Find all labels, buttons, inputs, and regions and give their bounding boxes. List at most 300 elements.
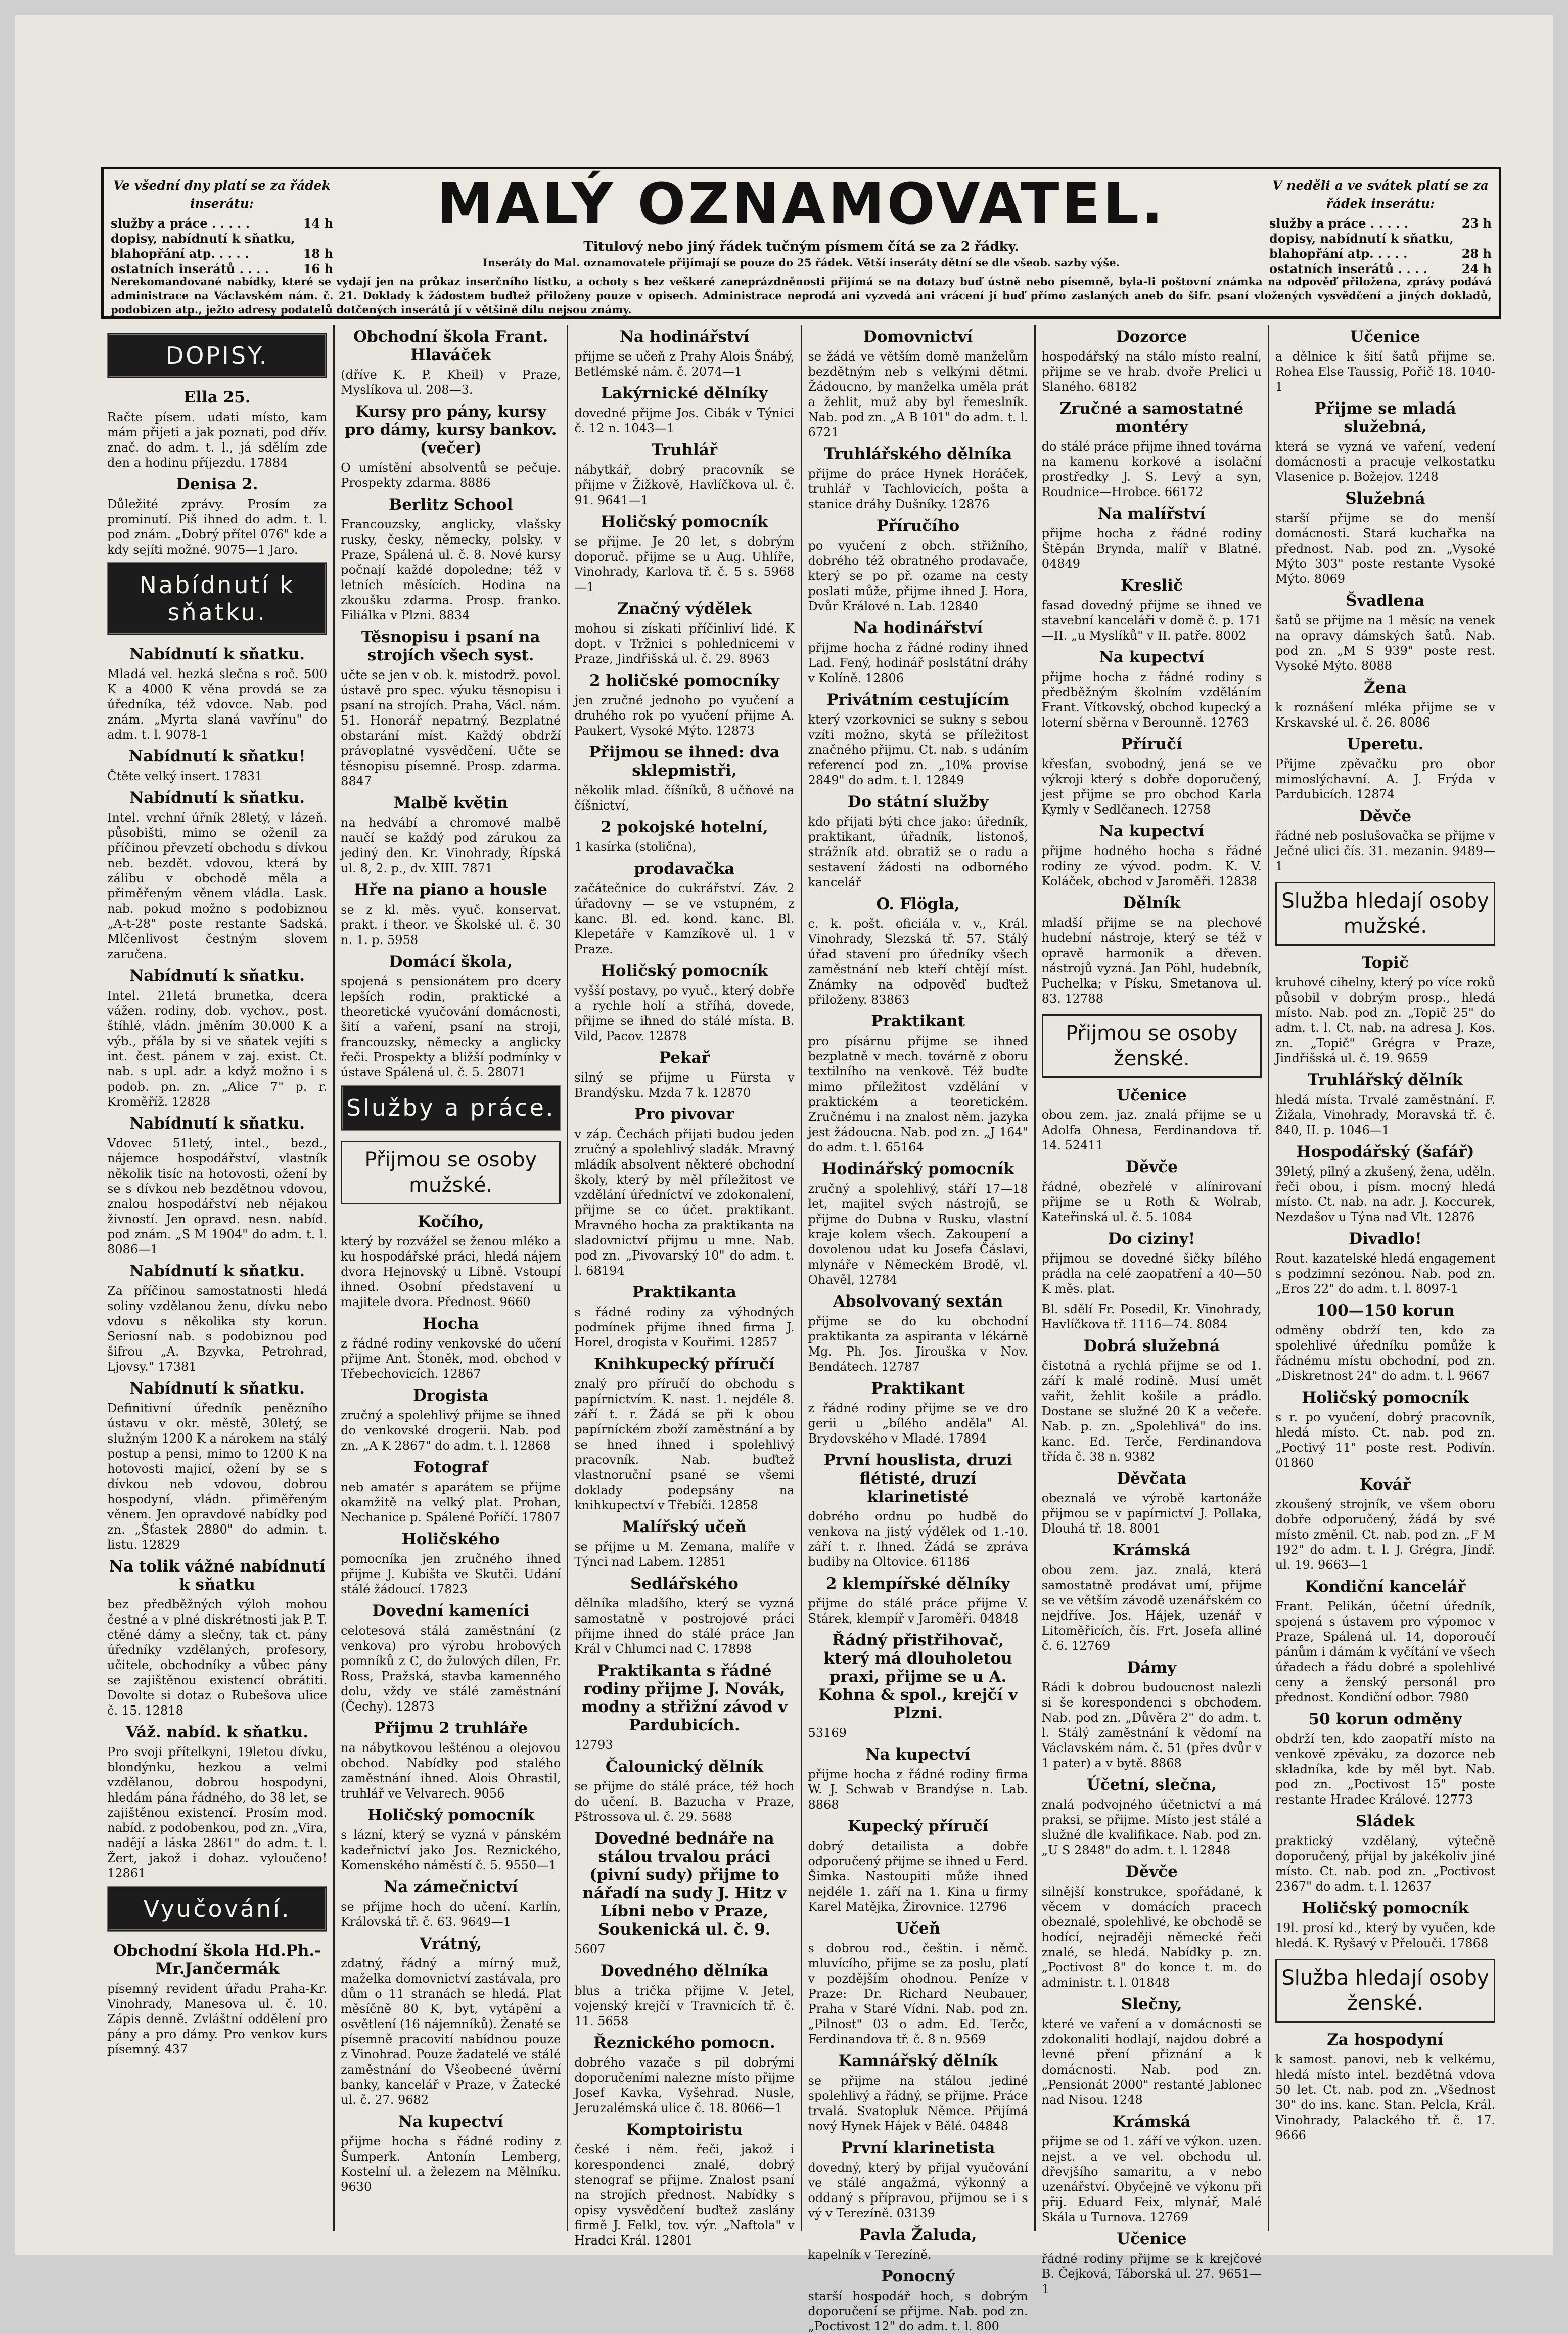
classified-ad	[1042, 505, 1262, 571]
classified-ad	[1042, 894, 1262, 1006]
ad-text: Francouzsky, anglicky, vlašsky rusky, česky, německy, polsky. v Praze, Spálená ul. č. 8. Nové kursy počnají každé dopoledne; též v letních měsících. Hodina na zkoušku zdarma. Prosp. franko. Filiálka v Plzni. 8834	[341, 517, 561, 622]
ad-heading: Ponocný	[881, 2267, 955, 2285]
ad-heading: Praktikanta	[632, 1283, 736, 1301]
classified-ad	[808, 619, 1028, 686]
classified-ad	[574, 1105, 794, 1278]
classified-ad	[574, 328, 794, 379]
category-heading: Přijmou se osoby ženské.	[1042, 1014, 1262, 1078]
category-heading: Přijmou se osoby mužské.	[341, 1141, 561, 1204]
ad-text: hledá místa. Trvalé zaměstnání. F. Žižala, Vinohrady, Moravská tř. č. 840, II. p. 1046—1	[1275, 1093, 1496, 1137]
classified-ad	[808, 445, 1028, 512]
classified-ad	[1275, 328, 1495, 394]
ad-text: mohou si získati příčinliví lidé. K dopt. v Tržnici s pohlednicemi v Praze, Jindřišská ul. č. 29. 8963	[574, 621, 795, 666]
classified-ad	[574, 1829, 794, 1957]
ad-text: blus a trička přijme V. Jetel, vojenský krejčí v Travnicích tř. č. 11. 5658	[574, 1984, 795, 2028]
classified-ad	[1042, 1863, 1262, 1990]
ad-text: k roznášení mléka přijme se v Krskavské ul. č. 26. 8086	[1275, 700, 1496, 730]
ad-heading: Drogista	[413, 1386, 489, 1405]
ad-text: (dříve K. P. Kheil) v Praze, Myslíkova ul. 208—3.	[341, 368, 561, 397]
ad-heading: Lakýrnické dělníky	[601, 384, 768, 402]
classified-ad	[808, 1631, 1028, 1740]
ad-heading: Děvče	[1125, 1863, 1178, 1881]
ad-heading: Komptoiristu	[626, 2121, 743, 2139]
ad-heading: Domácí škola,	[389, 953, 513, 971]
ad-heading: Holičský pomocník	[601, 962, 768, 980]
ad-text: obeznalá ve výrobě kartonáže přijmou se v papírnictví J. Pollaka, Dlouhá tř. 18. 8001	[1041, 1491, 1262, 1536]
ad-text: Rout. kazatelské hledá engagement s podzimní sezónou. Nab. pod zn. „Eros 22" do adm. t. l. 8097-1	[1275, 1251, 1496, 1296]
classified-ad	[341, 1213, 561, 1310]
ad-text: na hedvábí a chromové malbě naučí se každý pod zárukou za jediný den. Kr. Vinohrady, Řípská ul. 8, 2. p., dv. XIII. 7871	[341, 816, 561, 875]
ad-heading: Váž. nabíd. k sňatku.	[125, 1723, 309, 1741]
ad-heading: Na hodinářství	[853, 619, 983, 637]
ad-heading: Dobrá služebná	[1083, 1337, 1220, 1355]
classified-ad	[1042, 576, 1262, 643]
ad-text: do stálé práce přijme ihned továrna na kamenu korkové a isolační prostředky J. S. Levý a syn, Roudnice—Hrobce. 66172	[1041, 439, 1262, 499]
classified-ad	[341, 1602, 561, 1714]
category-heading: Služba hledají osoby ženské.	[1275, 1959, 1495, 2023]
ad-heading: Na kupectví	[398, 2113, 503, 2131]
holiday-rate-row	[1269, 231, 1492, 246]
classified-ad	[341, 953, 561, 1080]
holiday-rate-row	[1269, 246, 1492, 261]
ad-heading: Kamnářský dělník	[838, 2052, 998, 2070]
ad-heading: Holičského	[401, 1530, 500, 1548]
ad-text: se přijme. Je 20 let, s dobrým doporuč. přijme se u Aug. Uhlíře, Vinohrady, Karlova tř. č. 5 s. 5968—1	[574, 534, 795, 594]
classified-ad	[574, 1962, 794, 2029]
ad-text: křesťan, svobodný, jená se ve výkroji který s dobře doporučený, jest přijme se pro obchod Karla Kymly v Sedlčanech. 12758	[1041, 757, 1262, 817]
ad-text: učte se jen v ob. k. mistodrž. povol. ústavě pro spec. výuku těsnopisu i psaní na strojích. Praha, Václ. nám. 51. Honorář nepatrný. Bezplatné obstarání míst. Každý obdrží právoplatné vysvědčení. Učte se těsnopisu písemně. Prosp. zdarma. 8847	[341, 668, 561, 788]
classified-ad	[1042, 1658, 1262, 1771]
ad-heading: Nabídnutí k sňatku.	[129, 789, 305, 807]
ad-text: zručný a spolehlivý přijme se ihned do venkovské drogerii. Nab. pod zn. „A K 2867" do adm. t. l. 12868	[341, 1408, 561, 1453]
classified-ad	[341, 1935, 561, 2107]
holiday-rates	[1269, 176, 1492, 277]
classified-ad	[1042, 648, 1262, 730]
ad-heading: Příručího	[877, 517, 960, 535]
classified-ad	[1275, 1899, 1495, 1951]
classified-ad	[341, 1806, 561, 1873]
ad-heading: Kovář	[1359, 1475, 1411, 1494]
holiday-rate-label: dopisy, nabídnutí k sňatku,	[1269, 231, 1454, 246]
classified-ad	[107, 789, 327, 962]
ad-heading: Přijmou se ihned: dva sklepmistři,	[589, 743, 780, 780]
ad-text: 53169	[808, 1726, 847, 1740]
classified-ad	[574, 1662, 794, 1753]
ad-text: Pro svoji přítelkyni, 19letou dívku, blondýnku, hezkou a velmi vzdělanou, dobrou hospodyni, hledám pána řádného, do 38 let, se zajištěnou existencí. Prosím mod. nabíd. z podobenkou, pod zn. „Vira, nadějí a láska 2861" do adm. t. l. Žert, jakož i dohaz. vyloučeno! 12861	[107, 1745, 328, 1880]
ad-text: se přijme na stálou jediné spolehlivý a řádný, se přijme. Práce trvalá. Svatopluk Němce. Přijímá nový Hynek Hájek v Bělé. 04848	[808, 2074, 1028, 2133]
classified-ad	[574, 671, 794, 738]
weekday-rate-row	[111, 246, 333, 261]
classified-ad	[574, 441, 794, 508]
classified-ad	[1042, 1541, 1262, 1653]
classified-ad	[574, 1758, 794, 1824]
ad-text: Račte písem. udati místo, kam mám přijeti a jak poznati, pod dřív. znač. do adm. t. l., já sdělím zde den a hodinu příjezdu. 17884	[107, 410, 328, 470]
ad-heading: Dozorce	[1116, 328, 1187, 346]
ad-text: přijme hodného hocha s řádné rodiny ze vývod. podm. K. V. Koláček, obchod v Jaroměři. 12838	[1041, 844, 1262, 888]
ad-text: Přijme zpěvačku pro obor mimoslýchavní. A. J. Frýda v Pardubicích. 12874	[1275, 757, 1496, 801]
ad-heading: Pro pivovar	[634, 1105, 734, 1124]
classified-ad	[808, 691, 1028, 788]
ad-text: 12793	[574, 1738, 613, 1752]
ad-text: přijme hocha z řádné rodiny ihned Lad. Fený, hodinář poslstátní dráhy v Kolíně. 12806	[808, 641, 1028, 685]
classified-ad	[341, 1315, 561, 1381]
ad-heading: Přijmu 2 truhláře	[374, 1719, 528, 1737]
ad-text: začátečnice do cukrářství. Záv. 2 úřadovny — se ve vstupném, z kanc. Bl. ed. kond. kanc. Bl. Klepetáře v Kamzíkově ul. 1 v Praze.	[574, 881, 795, 956]
ad-text: z řádné rodiny venkovské do učení přijme Ant. Štoněk, mod. obchod v Třebechovicích. 12867	[341, 1336, 561, 1381]
classified-ad	[574, 1575, 794, 1656]
holiday-rate-value: 24 h	[1461, 261, 1492, 276]
classified-ad	[1275, 592, 1495, 674]
ad-text: po vyučení z obch. střižního, dobrého též obratného prodavače, který se po př. ozame na cesty poslati může, přijme ihned J. Hora, Dvůr Králové n. Lab. 12840	[808, 538, 1028, 613]
ad-text: Vdovec 51letý, intel., bezd., nájemce hospodářství, vlastník několik tisíc na hotovosti, ožení by se s dívkou neb bezdětnou vdovou, znalou hospodářství neb nějakou živností. Jen opravd. nesn. nabíd. pod znám. „S M 1904" do adm. t. l. 8086—1	[107, 1136, 328, 1256]
classified-ad	[1042, 399, 1262, 500]
classified-ad	[808, 1451, 1028, 1569]
classified-ad	[1042, 1301, 1262, 1332]
weekday-rate-label: dopisy, nabídnutí k sňatku,	[111, 231, 295, 246]
holiday-rate-label: ostatních inserátů . . . .	[1269, 261, 1428, 276]
ad-text: dovedný, který by přijal vyučování ve stálé angažmá, výkonný a oddaný s přípravou, přijmou se i s vý v Terezíně. 03139	[808, 2161, 1028, 2220]
ad-text: Za příčinou samostatnosti hledá soliny vzdělanou ženu, dívku nebo vdovu s několika sty korun. Seriosní nab. s podobiznou pod šifrou „A. Bzyvka, Petrohrad, Ljovsy." 17381	[107, 1284, 328, 1374]
classified-ad	[808, 895, 1028, 1007]
ad-heading: Malbě květin	[393, 794, 508, 812]
ad-text: obdrží ten, kdo zaopatří místo na venkově zpěváku, za dozorce neb skladníka, kde by měl byt. Nab. pod zn. „Poctivost 15" poste restante Hradec Králové. 12773	[1275, 1732, 1496, 1807]
classified-ad	[1042, 1776, 1262, 1858]
ad-heading: O. Flögla,	[876, 895, 960, 913]
ad-text: přijme se od 1. září ve výkon. uzen. nejst. a ve vel. obchodu ul. dřevjšího samaritu, a v nebo uzenářství. Obyčejně ve výkonu při přij. Eduard Feix, mlynář, Malé Skála u Turnova. 12769	[1041, 2134, 1262, 2224]
ad-heading: 100—150 korun	[1316, 1301, 1455, 1320]
classified-ad	[341, 328, 561, 397]
classified-ad	[1275, 1812, 1495, 1894]
ad-heading: Švadlena	[1346, 592, 1425, 610]
classified-ad	[1042, 1086, 1262, 1153]
ad-heading: Dovedného dělníka	[600, 1962, 769, 1980]
classified-ad	[808, 793, 1028, 890]
ad-heading: Žena	[1363, 679, 1407, 697]
ad-heading: Holičský pomocník	[367, 1806, 535, 1824]
ad-text: a dělnice k šití šatů přijme se. Rohea Else Taussig, Pořič 18. 1040-1	[1275, 349, 1496, 394]
ad-heading: Kreslič	[1120, 576, 1183, 595]
title-subtitle: Titulový nebo jiný řádek tučným písmem čítá se za 2 řádky.	[583, 239, 1019, 254]
classified-ad	[574, 1355, 794, 1513]
ad-text: 39letý, pilný a zkušený, žena, uděln. řeči obou, i písm. mocný hledá místo. Ct. nab. na adr. J. Koccurek, Nezdašov u Týna nad Vlt. 12876	[1275, 1164, 1496, 1224]
ad-text: Intel. 21letá brunetka, dcera vážen. rodiny, dob. vychov., post. štíhlé, vládn. jměním 30.000 K a výb., přála by si ve sňatek vejíti s int. čest. pánem v zaj. exist. Ct. nab. s upl. adr. a když možno i s podob. pn. zn. „Alice 7" p. r. Kroměříž. 12828	[107, 989, 328, 1109]
ad-text: starší hospodář hoch, s dobrým doporučení se přijme. Nab. pod zn. „Poctivost 12" do adm. t. l. 800	[808, 2289, 1028, 2333]
ad-heading: Berlitz School	[389, 496, 513, 514]
ad-text: c. k. pošt. oficiála v. v., Král. Vinohrady, Slezská tř. 57. Stálý úřad stavení pro úředníky všech zaměstnání neb kteří chtějí míst. Známky na odpověď buďtež přiloženy. 83863	[808, 917, 1028, 1007]
ad-heading: Nabídnutí k sňatku.	[129, 645, 305, 663]
ad-heading: Zručné a samostatné montéry	[1059, 399, 1244, 436]
classified-ad	[107, 1557, 327, 1718]
ad-text: Mladá vel. hezká slečna s roč. 500 K a 4000 K věna provdá se za úředníka, též vdovce. Nab. pod znám. „Myrta slaná vavřínu" do adm. t. l. 9078-1	[107, 667, 328, 742]
ad-heading: Domovnictví	[863, 328, 973, 346]
ad-heading: Truhlářský dělník	[1307, 1071, 1463, 1089]
classified-ad	[574, 1518, 794, 1569]
classified-ad	[341, 1386, 561, 1453]
ad-heading: Děvče	[1125, 1158, 1178, 1176]
ad-text: spojená s pensionátem pro dcery lepších rodin, praktické a theoretické vyučování domácnosti, šití a vaření, psaní na stroji, francouzsky, německy a anglicky řeči. Prospekty a bližší podmínky v ústave Spálená ul. č. 5. 28071	[341, 974, 561, 1080]
classified-ad	[1042, 328, 1262, 394]
classified-ad	[341, 794, 561, 876]
ad-heading: Truhlář	[651, 441, 718, 459]
ad-text: písemný revident úřadu Praha-Kr. Vinohrady, Manesova ul. č. 10. Zápis denně. Zvláštní oddělení pro pány a pro dámy. Pro venkov kurs písemný. 437	[107, 1982, 328, 2056]
weekday-rate-value: 14 h	[303, 216, 333, 231]
ad-text: který by rozvážel se ženou mléko a ku hospodářské práci, hledá nájem dvora Hejnovský u Libně. Vstoupí ihned. Osobní představení u majitele dvora. Přednost. 9660	[341, 1234, 561, 1309]
ad-heading: 2 klempířské dělníky	[825, 1575, 1010, 1593]
classified-ad	[1275, 1230, 1495, 1296]
ad-text: řádné, obezřelé v alínirovaní přijme se u Roth & Wolrab, Kateřinská ul. č. 5. 1084	[1041, 1180, 1262, 1224]
ad-heading: Praktikant	[871, 1379, 965, 1398]
weekday-rates	[111, 176, 333, 277]
weekday-rate-value: 16 h	[303, 261, 333, 276]
classified-ad	[808, 1817, 1028, 1914]
ad-text: bez předběžných výloh mohou čestné a v plné diskrétnosti jak P. T. ctěné dámy a slečny, tak ct. pány úředníky vzdělaných, profesory, učitele, obchodníky a vůbec pány se zajištěnou existencí obrátiti. Dovolte si dotaz o Rubešova ulice č. 15. 12818	[107, 1597, 328, 1718]
ad-text: mladší přijme se na plechové hudební nástroje, který se též v opravě harmonik a dřeven. nástrojů vyzná. Jan Pöhl, hudebník, Puchelka; v Písku, Smetanova ul. 83. 12788	[1041, 916, 1262, 1006]
ad-text: se přijme do stálé práce, též hoch do učení. B. Bazucha v Praze, Pštrossova ul. č. 29. 5688	[574, 1779, 795, 1824]
classified-ad	[1275, 1475, 1495, 1573]
classified-ad	[1042, 735, 1262, 817]
ad-heading: Přijme se mladá služebná,	[1314, 399, 1456, 436]
classified-columns	[101, 325, 1501, 2333]
classified-ad	[1275, 489, 1495, 587]
ad-text: kdo přijati býti chce jako: úředník, praktikant, úřadník, listonoš, strážník atd. obratiž se o radu a sestavení žádosti na odborného kancelář	[808, 815, 1028, 889]
ad-text: starší přijme se do menší domácnosti. Stará kuchařka na přednost. Nab. pod zn. „Vysoké Mýto 303" poste restante Vysoké Mýto. 8069	[1275, 511, 1496, 586]
ad-heading: Na zámečnictví	[383, 1878, 518, 1896]
ad-heading: Nabídnutí k sňatku!	[128, 747, 306, 766]
holiday-rates-heading: V neděli a ve svátek platí se za řádek inserátu:	[1272, 178, 1489, 211]
ad-heading: Hocha	[423, 1315, 479, 1333]
ad-text: se žádá ve větším domě manželům bezdětným neb s velkými dětmi. Žádoucno, by manželka uměla prát a žehlit, muž aby byl řemeslník. Nab. pod zn. „A B 101" do adm. t. l. 6721	[808, 349, 1028, 439]
ad-heading: Do ciziny!	[1108, 1230, 1195, 1248]
ad-heading: Obchodní škola Frant. Hlaváček	[353, 328, 548, 364]
classified-ad	[808, 1379, 1028, 1446]
column	[333, 325, 567, 2231]
ad-heading: Kursy pro pány, kursy pro dámy, kursy bankov. (večer)	[345, 402, 557, 457]
classified-ad	[574, 1049, 794, 1100]
ad-heading: Učenice	[1350, 328, 1420, 346]
classified-ad	[1042, 2230, 1262, 2297]
ad-heading: Služebná	[1345, 489, 1425, 508]
ad-text: odměny obdrží ten, kdo za spolehlivé úředníku pomůže k řádnému místu obchodní, pod zn. „Diskretnost 24" do adm. t. l. 9667	[1275, 1323, 1496, 1383]
ad-heading: Krámská	[1112, 2113, 1191, 2131]
classified-ad	[341, 628, 561, 789]
classified-ad	[1042, 1337, 1262, 1464]
ad-heading: Dovední kameníci	[372, 1602, 530, 1620]
classified-ad	[1275, 2031, 1495, 2143]
classified-ad	[808, 1160, 1028, 1287]
ad-text: 1 kasírka (stolična),	[574, 840, 697, 854]
classified-ad	[808, 1575, 1028, 1626]
ad-heading: Nabídnutí k sňatku.	[129, 967, 305, 985]
ad-heading: První houslista, druzi flétisté, druzí klarinetisté	[823, 1451, 1012, 1506]
classified-ad	[808, 517, 1028, 614]
ad-heading: Privátním cestujícím	[826, 691, 1009, 709]
ad-heading: Praktikant	[871, 1012, 965, 1030]
ad-heading: Truhlářského dělníka	[824, 445, 1012, 463]
classified-ad	[808, 2052, 1028, 2134]
ad-text: s r. po vyučení, dobrý pracovník, hledá místo. Ct. nab. pod zn. „Poctivý 11" poste rest. Podivín. 01860	[1275, 1410, 1496, 1470]
page-title: MALÝ OZNAMOVATEL.	[437, 171, 1166, 237]
ad-text: přijme hocha z řádné rodiny firma W. J. Schwab v Brandýse n. Lab. 8868	[808, 1767, 1028, 1812]
column	[1034, 325, 1268, 2296]
classified-ad	[574, 2121, 794, 2248]
ad-text: Frant. Pelikán, účetní úředník, spojená s ústavem pro výpomoc v Praze, Spálená ul. 14, doporoučí pánům i dámám k vyčítání ve všech úřadech a řádu dobré a spolehlivé ceny a ženský personál pro přednost. Kondiční odbor. 7980	[1275, 1599, 1496, 1704]
classified-ad	[808, 2139, 1028, 2221]
ad-text: dobrého ordnu po hudbě do venkova na jistý výdělek od 1.-10. září t. r. Ihned. Žádá se zpráva budiby na Oltovice. 61186	[808, 1509, 1028, 1569]
ad-text: se přijme u M. Zemana, malíře v Týnci nad Labem. 12851	[574, 1540, 795, 1569]
classified-ad	[808, 1919, 1028, 2047]
ad-heading: Holičský pomocník	[1302, 1388, 1469, 1407]
ad-text: zkoušený strojník, ve všem oboru dobře odporučený, žádá by své místo změnil. Ct. nab. pod zn. „F M 192" do adm. t. l. J. Grégra, Jindř. ul. 19. 9663—1	[1275, 1497, 1496, 1572]
ad-text: řádné neb poslušovačka se přijme v Ječné ulici čís. 31. mezanin. 9489—1	[1275, 829, 1496, 873]
classified-ad	[107, 967, 327, 1109]
ad-text: Bl. sdělí Fr. Posedil, Kr. Vinohrady, Havlíčkova tř. 1116—74. 8084	[1041, 1302, 1262, 1331]
weekday-rate-label: blahopřání atp. . . . .	[111, 246, 249, 261]
classified-ad	[1275, 1301, 1495, 1383]
holiday-rate-label: blahopřání atp. . . . .	[1269, 246, 1408, 261]
category-heading: Služba hledají osoby mužské.	[1275, 882, 1495, 946]
ad-text: který vzorkovnici se sukny s sebou vzíti možno, skytá se příležitost značného přijmu. Ct. nab. s udáním referencí pod zn. „10% provise 2849" do adm. t. l. 12849	[808, 712, 1028, 787]
ad-text: dovedné přijme Jos. Cibák v Týnici č. 12 n. 1043—1	[574, 406, 795, 435]
ad-text: přijme hocha z řádné rodiny Štěpán Brynda, malíř v Blatné. 04849	[1041, 526, 1262, 571]
ad-heading: Fotograf	[413, 1458, 488, 1476]
ad-heading: Za hospodyní	[1327, 2031, 1444, 2049]
ad-text: zdatný, řádný a mírný muž, maželka domovnictví zastávala, pro dům o 11 stranách se hledá. Plat měsíčně 80 K, byt, vytápění a osvětlení (16 nájemníků). Ženaté se písemně pracovití nabídnou pouze z Vinohrad. Pouze žadatelé ve stálé zaměstnání do Všeobecné úvěrní banky, kancelář v Praze, v Žatecké ul. č. 27. 9682	[341, 1956, 561, 2107]
title-subtitle-2: Inseráty do Mal. oznamovatele přijímají se pouze do 25 řádek. Větší inseráty dětní se dle všeob. sazby výše.	[483, 256, 1120, 269]
ad-heading: Na malířství	[1097, 505, 1206, 523]
classified-ad	[808, 2267, 1028, 2334]
classified-ad	[107, 1262, 327, 1374]
ad-heading: Dámy	[1127, 1658, 1177, 1677]
classified-ad	[808, 328, 1028, 440]
ad-text: v záp. Čechách přijati budou jeden zručný a spolehlivý sladák. Mravný mládík absolvent některé obchodní školy, který by měl příležitost ve vzdělání úředníctví ve zdokonalení, přijme se co účet. praktikant. Mravného hocha za praktikanta na sladovnictví přijmu u mne. Nab. pod zn. „Pivovarský 10" do adm. t. l. 68194	[574, 1127, 795, 1278]
section-heading: Vyučování.	[107, 1886, 327, 1932]
ad-heading: Ella 25.	[183, 388, 251, 407]
ad-text: s lázní, který se vyzná v pánském kadeřnictví jako Jos. Reznického, Komenského náměstí č. 5. 9550—1	[341, 1828, 561, 1872]
ad-heading: Malířský učeň	[622, 1518, 747, 1536]
ad-text: přijme se učeň z Prahy Alois Šnábý, Betlémské nám. č. 2074—1	[574, 349, 795, 379]
ad-text: pomocníka jen zručného ihned přijme J. Kubišta ve Skutči. Udání stálé žádoucí. 17823	[341, 1552, 561, 1596]
classified-ad	[1042, 2113, 1262, 2225]
ad-text: obou zem. jaz. znalá přijme se u Adolfa Ohnesa, Ferdinandova tř. 14. 52411	[1041, 1108, 1262, 1152]
ad-heading: Děvče	[1359, 807, 1412, 825]
ad-heading: Topič	[1362, 954, 1409, 972]
ad-text: silnější konstrukce, spořádané, k věcem v domácích pracech obeznalé, spolehlivé, ke obchodě se hodící, nejraději německé řeči znalé, se hledá. Nabídky p. zn. „Poctivost 8" do konce t. m. do administr. t. l. 01848	[1041, 1884, 1262, 1990]
ad-text: přijme se do ku obchodní praktikanta za aspiranta v lékárně Mg. Ph. Jos. Jirouška v Nov. Bendátech. 12787	[808, 1314, 1028, 1374]
weekday-rate-label: ostatních inserátů . . . .	[111, 261, 269, 276]
ad-text: z řádné rodiny přijme se ve dro gerii u „bílého anděla" Al. Brydovského v Mladé. 17894	[808, 1401, 1028, 1446]
ad-text: jen zručné jednoho po vyučení a druhého rok po vyučení přijme A. Paukert, Vysoké Mýto. 12873	[574, 693, 795, 738]
ad-text: které ve vaření a v domácnosti se zdokonaliti hodlají, najdou dobré a levné pření přiznání a k domácnosti. Nab. pod zn. „Pensionát 2000" restanté Jablonec nad Nisou. 1248	[1041, 2017, 1262, 2107]
column	[101, 325, 333, 2231]
classified-ad	[341, 1530, 561, 1597]
ad-text: řádné rodiny přijme se k krejčové B. Čejková, Táborská ul. 27. 9651—1	[1041, 2252, 1262, 2296]
ad-text: silný se přijme u Fürsta v Brandýsku. Mzda 7 k. 12870	[574, 1070, 795, 1100]
ad-heading: Nabídnutí k sňatku.	[129, 1262, 305, 1280]
classified-ad	[107, 388, 327, 470]
classified-ad	[574, 384, 794, 436]
classified-ad	[107, 1114, 327, 1257]
ad-text: Rádi k dobrou budoucnost nalezli si še korespondenci s obchodem. Nab. pod zn. „Důvěra 2" do adm. t. l. Stálý zaměstnání k vědomí na Václavském nám. č. 51 (přes dvůr v 1 pater) a v bytě. 8868	[1041, 1680, 1262, 1770]
ad-heading: Řádný přistřihovač, který má dlouholetou praxi, přijme se u A. Kohna & spol., krejčí v Plzni.	[818, 1631, 1018, 1722]
ad-text: Důležité zprávy. Prosím za prominutí. Piš ihned do adm. t. l. pod znám. „Dobrý přítel 076" kde a kdy sejíti možné. 9075—1 Jaro.	[107, 497, 328, 557]
ad-heading: Hodinářský pomocník	[821, 1160, 1014, 1178]
classified-ad	[574, 818, 794, 855]
ad-text: přijme hocha z řádné rodiny s předběžným školním vzděláním Frant. Vítkovský, obchod kupecký a loterní sběrna v Berounně. 12763	[1041, 670, 1262, 730]
ad-heading: Příručí	[1121, 735, 1182, 753]
column	[1268, 325, 1501, 2231]
ad-heading: Na tolik vážné nabídnutí k sňatku	[109, 1557, 326, 1594]
admin-notice: Nerekomandované nabídky, které se vydají jen na průkaz inserčního lístku, a ochoty s bez veškeré zaneprázdněnosti přijímá se na dotazy buď ústně nebo písemně, byla-li poštovní známka na odpověď přiložena, zprávy podává administrace na Václavském nám. č. 21. Doklady k žádostem buďtež přiloženy pouze v opisech. Administrace neprodá ani vyzvedá ani vrácení jí buď přímo zaslaných aneb do šifr. psaní vložených vysvědčení a jiných dokladů, podobizen atp., ježto adresy podatelů dotčených inserátů jí v většině dílu nejsou známy.	[111, 275, 1492, 316]
ad-text: 5607	[574, 1942, 606, 1956]
classified-ad	[341, 496, 561, 623]
classified-ad	[1275, 954, 1495, 1066]
ad-text: několik mlad. číšníků, 8 učňové na číšnictví,	[574, 783, 795, 813]
classified-ad	[808, 1745, 1028, 1812]
classified-ad	[1042, 1469, 1262, 1536]
column	[801, 325, 1034, 2333]
classified-ad	[107, 645, 327, 742]
ad-text: kapelník v Terezíně.	[808, 2248, 932, 2262]
classified-ad	[341, 2113, 561, 2194]
classified-ad	[1275, 1578, 1495, 1705]
ad-heading: Knihkupecký příručí	[594, 1355, 775, 1373]
section-heading: Služby a práce.	[341, 1085, 561, 1131]
classified-ad	[808, 1292, 1028, 1374]
ad-text: na nábytkovou lešténou a olejovou obchod. Nabídky pod stalého zaměstnání ihned. Alois Ohrastil, truhlář ve Velvarech. 9056	[341, 1741, 561, 1801]
classified-ad	[1275, 1071, 1495, 1138]
ad-text: přijme do stálé práce přijme V. Stárek, klempíř v Jaroměři. 04848	[808, 1596, 1028, 1626]
ad-heading: První klarinetista	[841, 2139, 995, 2157]
ad-heading: Absolvovaný sextán	[833, 1292, 1003, 1311]
ad-heading: Účetní, slečna,	[1086, 1776, 1217, 1794]
classified-ad	[808, 2226, 1028, 2262]
ad-heading: Dělník	[1123, 894, 1181, 912]
ad-heading: Učenice	[1117, 1086, 1187, 1104]
ad-text: 19l. prosí kd., který by vyučen, kde hledá. K. Ryšavý v Přelouči. 17868	[1275, 1921, 1496, 1950]
ad-text: neb amatér s aparátem se přijme okamžitě na velký plat. Prohan, Nechanice p. Spálené Poříčí. 17807	[341, 1480, 561, 1524]
classified-ad	[1042, 822, 1262, 889]
ad-heading: Kupecký příručí	[847, 1817, 989, 1835]
ad-heading: Divadlo!	[1349, 1230, 1422, 1248]
ad-text: vyšší postavy, po vyuč., který dobře a rychle holí a stříhá, dovede, přijme se ihned do stálé místa. B. Vild, Pacov. 12878	[574, 983, 795, 1043]
ad-heading: Slečny,	[1121, 1995, 1182, 2013]
ad-text: hospodářský na stálo místo realní, přijme se ve hrab. dvoře Prelici u Slaného. 68182	[1041, 349, 1262, 394]
ad-text: fasad dovedný přijme se ihned ve stavební kanceláři v domě č. p. 171—II. „u Myslíků" v II. patře. 8002	[1041, 598, 1262, 643]
classified-ad	[107, 1379, 327, 1552]
classified-ad	[1275, 1388, 1495, 1470]
ad-heading: Nabídnutí k sňatku.	[129, 1379, 305, 1398]
ad-heading: Obchodní škola Hd.Ph.-Mr.Jančermák	[113, 1942, 321, 1978]
ad-text: přijme hocha s řádné rodiny z Šumperk. Antonín Lemberg, Kostelní ul. a železem na Mělníku. 9630	[341, 2134, 561, 2194]
classified-ad	[341, 402, 561, 490]
ad-heading: Do státní služby	[847, 793, 989, 811]
classified-ad	[808, 1012, 1028, 1155]
ad-heading: Děvčata	[1117, 1469, 1187, 1488]
ad-heading: Krámská	[1112, 1541, 1191, 1559]
holiday-rate-row	[1269, 216, 1492, 231]
ad-text: Čtěte velký insert. 17831	[107, 769, 263, 783]
ad-heading: Kočího,	[417, 1213, 484, 1231]
ad-text: která se vyzná ve vaření, vedení domácnosti a pracuje velkostatku Vlasenice p. Božejov. 1248	[1275, 439, 1496, 484]
ad-text: praktický vzdělaný, výtečně doporučený, přijal by jakékoliv jiné místo. Ct. nab. pod zn. „Poctivost 2367" do adm. t. l. 12637	[1275, 1834, 1496, 1894]
ad-heading: Sládek	[1355, 1812, 1415, 1830]
weekday-rate-row	[111, 216, 333, 231]
classified-ad	[574, 600, 794, 666]
weekday-rate-value: 18 h	[303, 246, 333, 261]
classified-ad	[1042, 1995, 1262, 2107]
classified-ad	[107, 475, 327, 557]
ad-text: dělníka mladšího, který se vyzná samostatně v postrojové práci přijme ihned do stálé práce Jan Král v Chlumci nad C. 17898	[574, 1596, 795, 1656]
